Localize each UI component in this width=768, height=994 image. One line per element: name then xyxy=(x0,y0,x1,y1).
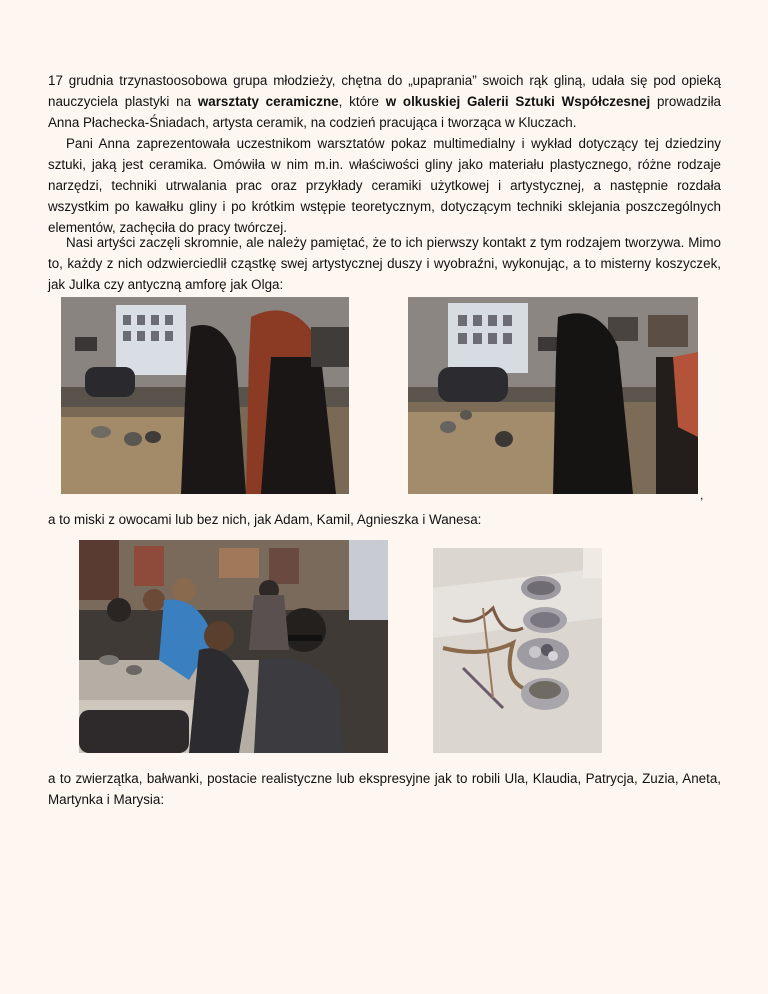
intro-text-3: prowadziła Anna Płachecka-Śniadach, artysta ceramik, na codzień pracująca i tworząca w Kluczach. xyxy=(48,94,721,130)
paragraph-animals: a to zwierzątka, bałwanki, postacie realistyczne lub ekspresyjne jak to robili Ula, Klaudia, Patrycja, Zuzia, Aneta, Martynka i Marysia: xyxy=(48,771,721,807)
paragraph-bowls: a to miski z owocami lub bez nich, jak Adam, Kamil, Agnieszka i Wanesa: xyxy=(48,512,482,527)
intro-bold-gallery: w olkuskiej Galerii Sztuki Współczesnej xyxy=(385,94,651,109)
paragraph-artists: Nasi artyści zaczęli skromnie, ale należy pamiętać, że to ich pierwszy kontakt z tym rodzajem tworzywa. Mimo to, każdy z nich odzwierciedlił cząstkę swej artystycznej duszy i wyobraźni, wykonując, a to misterny koszyczek, jak Julka czy antyczną amforę jak Olga: xyxy=(48,235,721,292)
paragraph-lecture: Pani Anna zaprezentowała uczestnikom warsztatów pokaz multimedialny i wykład dotyczący tej dziedziny sztuki, jaką jest ceramika. Omówiła w nim m.in. właściwości gliny jako materiału plastycznego, różne rodzaje narzędzi, techniki utrwalania prac oraz przykłady ceramiki użytkowej i artystycznej, a następnie rozdała wszystkim po kawałku gliny i po krótkim wstępie teoretycznym, dotyczącym techniki sklejania poszczególnych elementów, zachęciła do pracy twórczej. xyxy=(48,136,721,235)
photo-workshop-girl xyxy=(408,297,698,494)
trailing-comma: , xyxy=(700,488,704,502)
paragraph-intro xyxy=(48,70,721,133)
photo-workshop-girls xyxy=(61,297,349,494)
intro-text-1: 17 grudnia trzynastoosobowa grupa młodzieży, chętna do „upaprania” swoich rąk gliną, udała się pod opieką nauczyciela plastyki na xyxy=(48,73,721,109)
photo-clay-bowls xyxy=(433,548,602,753)
intro-bold-workshops: warsztaty ceramiczne xyxy=(197,94,339,109)
intro-text-2: , które xyxy=(338,94,386,109)
photo-workshop-group xyxy=(79,540,388,753)
